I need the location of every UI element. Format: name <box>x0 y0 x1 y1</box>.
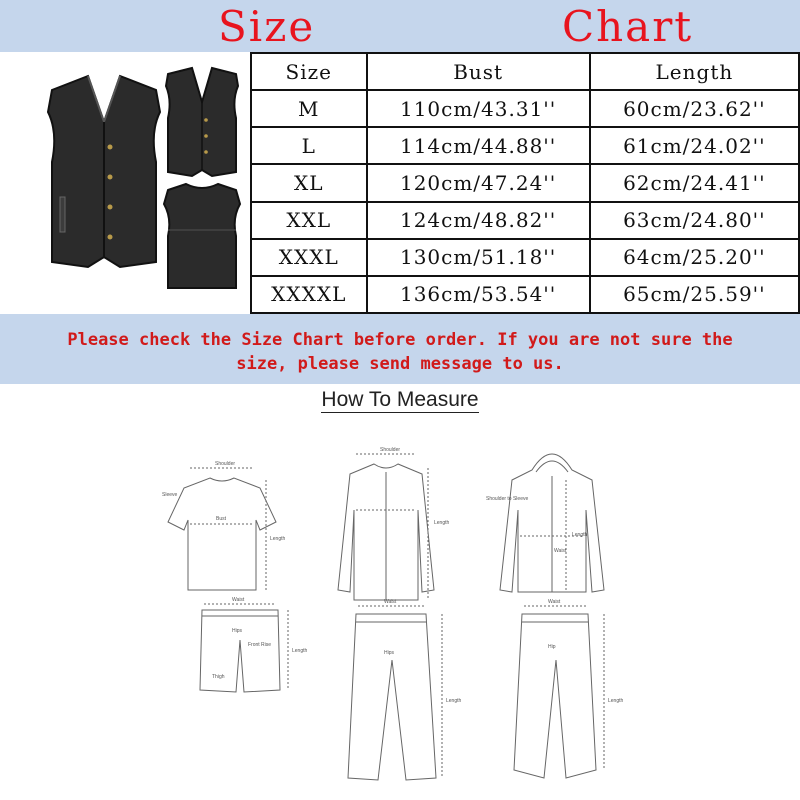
label-length-shirt: Length <box>434 520 450 526</box>
header-title-chart: Chart <box>562 2 694 51</box>
label-length-hoodie: Length <box>572 532 588 538</box>
size-cell: XXL <box>251 202 367 239</box>
table-row <box>251 276 799 313</box>
label-sleeve: Sleeve <box>162 492 178 498</box>
label-length-joggers: Length <box>608 698 624 704</box>
size-cell: XL <box>251 164 367 201</box>
how-to-measure-label: How To Measure <box>321 388 479 411</box>
table-header-row <box>251 53 799 90</box>
bust-cell: 110cm/43.31'' <box>367 90 590 127</box>
how-to-measure-title <box>0 388 800 412</box>
header-title-size: Size <box>218 2 316 51</box>
length-cell: 65cm/25.59'' <box>590 276 799 313</box>
t-shirt-diagram-icon <box>162 461 286 590</box>
vest-back-icon <box>164 184 240 288</box>
bust-cell: 136cm/53.54'' <box>367 276 590 313</box>
pants-diagram-icon <box>348 599 462 780</box>
bust-cell: 130cm/51.18'' <box>367 239 590 276</box>
size-cell: L <box>251 127 367 164</box>
hoodie-diagram-icon <box>486 454 604 592</box>
label-shoulder-shirt: Shoulder <box>380 447 401 453</box>
header-size: Size <box>251 53 367 90</box>
label-bust: Bust <box>216 516 227 522</box>
label-waist-joggers: Waist <box>548 599 561 605</box>
label-length-shorts: Length <box>292 648 308 654</box>
product-photos <box>0 52 250 314</box>
label-shoulder: Shoulder <box>215 461 236 467</box>
joggers-diagram-icon <box>514 599 624 778</box>
vest-front-large-icon <box>48 76 160 267</box>
length-cell: 61cm/24.02'' <box>590 127 799 164</box>
label-hips-pants: Hips <box>384 650 395 656</box>
label-length: Length <box>270 536 286 542</box>
table-row <box>251 239 799 276</box>
label-waist-pants: Waist <box>384 599 397 605</box>
header-band <box>0 0 800 52</box>
notice-line-2: size, please send message to us. <box>236 354 564 374</box>
bust-cell: 124cm/48.82'' <box>367 202 590 239</box>
table-row <box>251 90 799 127</box>
bust-cell: 120cm/47.24'' <box>367 164 590 201</box>
label-waist-hoodie: Waist <box>554 548 567 554</box>
label-length-pants: Length <box>446 698 462 704</box>
size-cell: XXXL <box>251 239 367 276</box>
bust-cell: 114cm/44.88'' <box>367 127 590 164</box>
notice-text <box>40 328 760 376</box>
size-cell: M <box>251 90 367 127</box>
length-cell: 63cm/24.80'' <box>590 202 799 239</box>
label-hips-shorts: Hips <box>232 628 243 634</box>
label-shoulder-to-sleeve: Shoulder to Sleeve <box>486 496 529 502</box>
size-cell: XXXXL <box>251 276 367 313</box>
measurement-diagrams <box>160 440 640 790</box>
label-hip-joggers: Hip <box>548 644 556 650</box>
header-bust: Bust <box>367 53 590 90</box>
dress-shirt-diagram-icon <box>338 447 450 600</box>
table-row <box>251 164 799 201</box>
header-length: Length <box>590 53 799 90</box>
notice-line-1: Please check the Size Chart before order. If you are not sure the <box>67 330 733 350</box>
table-row <box>251 127 799 164</box>
shorts-diagram-icon <box>200 597 308 692</box>
label-waist-shorts: Waist <box>232 597 245 603</box>
length-cell: 64cm/25.20'' <box>590 239 799 276</box>
table-row <box>251 202 799 239</box>
label-thigh: Thigh <box>212 674 225 680</box>
length-cell: 60cm/23.62'' <box>590 90 799 127</box>
vest-front-small-icon <box>166 68 238 176</box>
notice-band <box>0 314 800 384</box>
length-cell: 62cm/24.41'' <box>590 164 799 201</box>
label-front-rise: Front Rise <box>248 642 272 648</box>
size-table <box>250 52 800 314</box>
